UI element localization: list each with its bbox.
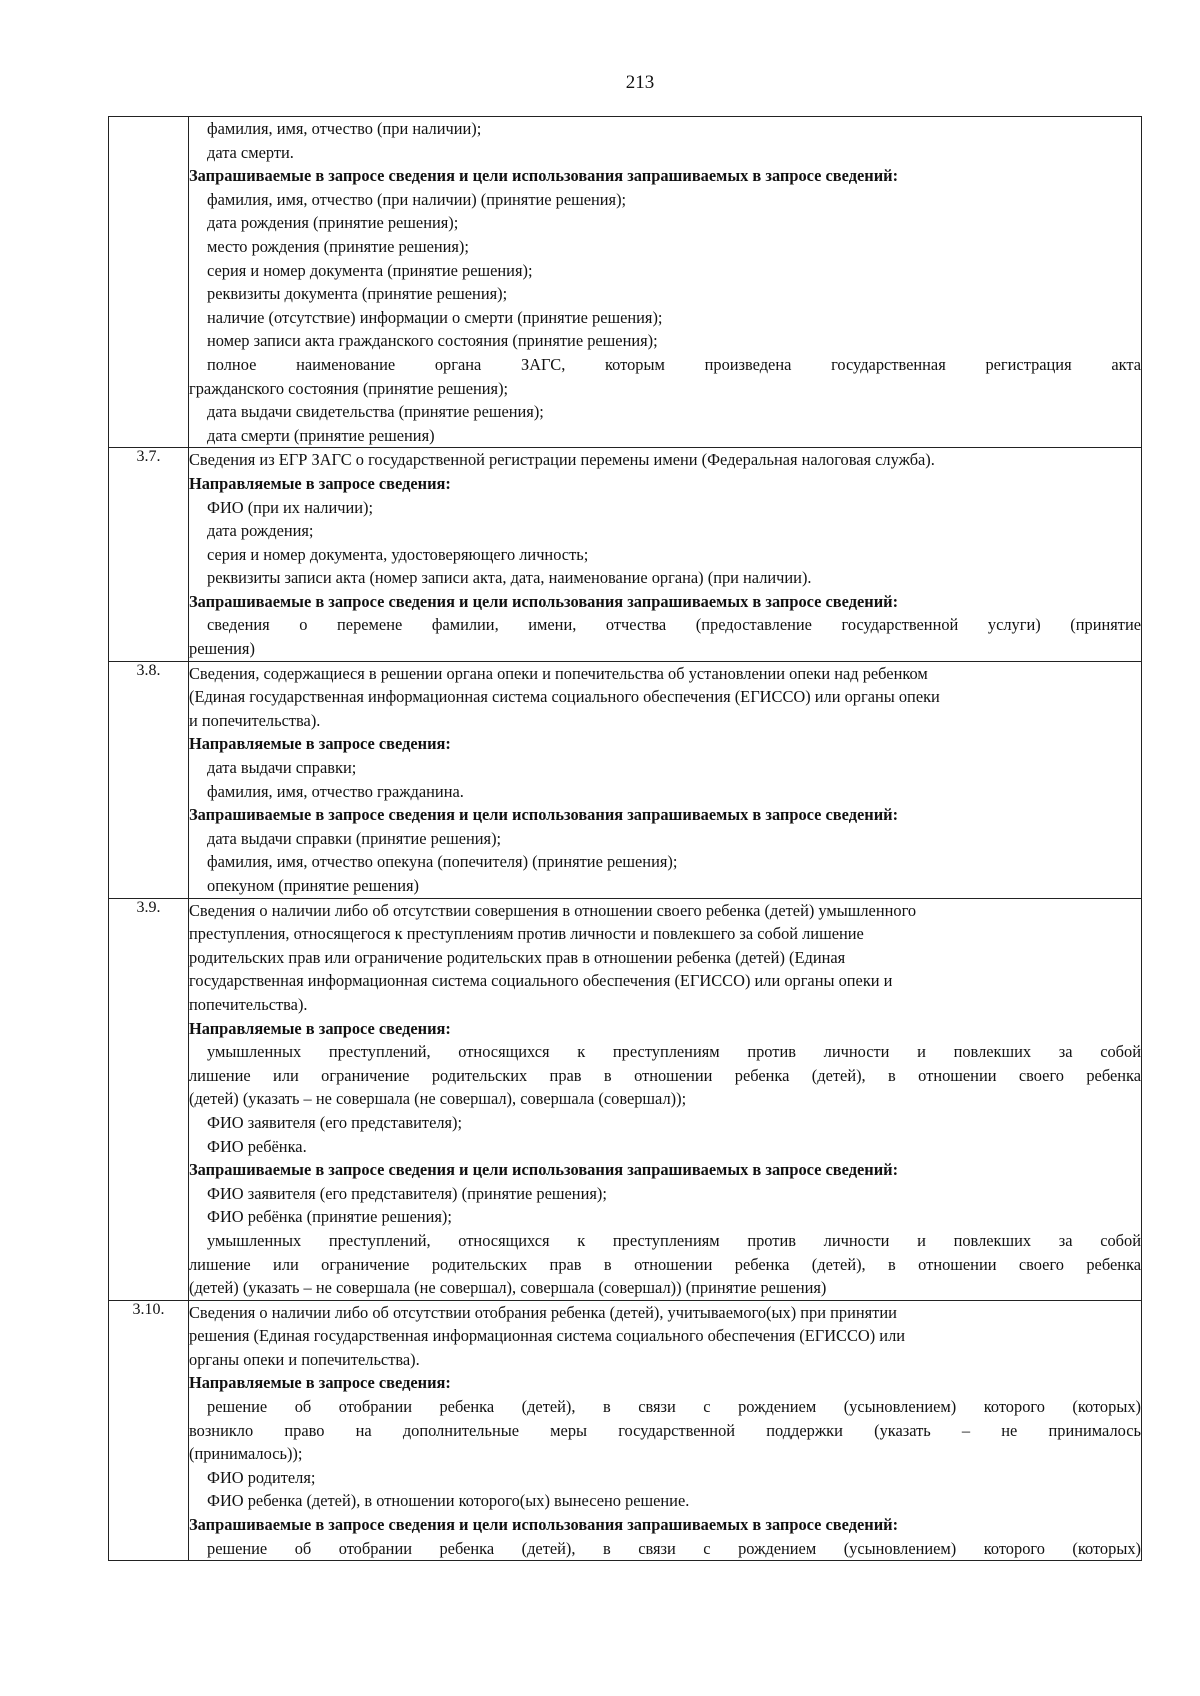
section-heading: Запрашиваемые в запросе сведения и цели использования запрашиваемых в запросе сведений: (189, 591, 899, 611)
text-line: реквизиты документа (принятие решения); (207, 284, 508, 304)
text-line: Сведения, содержащиеся в решении органа опеки и попечительства об установлении опеки над ребенком (189, 663, 928, 683)
text-line: дата смерти. (207, 142, 294, 162)
row-number-cell: 3.8. (109, 661, 189, 898)
text-line: фамилия, имя, отчество гражданина. (207, 781, 464, 801)
text-line: серия и номер документа, удостоверяющего личность; (207, 544, 589, 564)
text-line: дата выдачи справки (принятие решения); (207, 828, 502, 848)
text-line: Сведения из ЕГР ЗАГС о государственной регистрации перемены имени (Федеральная налоговая служба). (189, 450, 935, 470)
text-line: ФИО ребенка (детей), в отношении которого(ых) вынесено решение. (207, 1491, 690, 1511)
row-content-cell (189, 448, 1142, 661)
row-content-cell (189, 661, 1142, 898)
section-heading: Направляемые в запросе сведения: (189, 734, 451, 754)
text-line: номер записи акта гражданского состояния (принятие решения); (207, 331, 658, 351)
text-line: опекуном (принятие решения) (207, 876, 420, 895)
text-line: (принималось)); (189, 1444, 303, 1464)
text-line: ФИО ребёнка (принятие решения); (207, 1207, 452, 1227)
text-line: дата смерти (принятие решения) (207, 425, 435, 445)
text-line: (детей) (указать – не совершала (не совершал), совершала (совершал)); (189, 1089, 687, 1109)
text-line: фамилия, имя, отчество опекуна (попечителя) (принятие решения); (207, 852, 678, 872)
text-line: умышленных преступлений, относящихся к преступлениям против личности и повлекших за собой (207, 1230, 1141, 1250)
text-line: ФИО родителя; (207, 1467, 316, 1487)
text-line: дата рождения; (207, 521, 314, 541)
text-line: место рождения (принятие решения); (207, 236, 469, 256)
row-content-cell (189, 117, 1142, 448)
text-line: Сведения о наличии либо об отсутствии совершения в отношении своего ребенка (детей) умышленного (189, 900, 917, 920)
text-line: лишение или ограничение родительских прав в отношении ребенка (детей), в отношении своего ребенка (189, 1254, 1141, 1274)
page-number: 213 (625, 72, 655, 93)
text-line: (детей) (указать – не совершала (не совершал), совершала (совершал)) (принятие решения) (189, 1278, 827, 1298)
table-row (109, 448, 1142, 661)
text-line: родительских прав или ограничение родительских прав в отношении ребенка (детей) (Единая (189, 947, 846, 967)
section-heading: Направляемые в запросе сведения: (189, 473, 451, 493)
section-heading: Запрашиваемые в запросе сведения и цели использования запрашиваемых в запросе сведений: (189, 166, 899, 186)
text-line: возникло право на дополнительные меры государственной поддержки (указать – не принималось (189, 1420, 1141, 1440)
text-line: дата выдачи справки; (207, 758, 357, 778)
section-heading: Запрашиваемые в запросе сведения и цели использования запрашиваемых в запросе сведений: (189, 805, 899, 825)
text-line: лишение или ограничение родительских прав в отношении ребенка (детей), в отношении своего ребенка (189, 1065, 1141, 1085)
section-heading: Запрашиваемые в запросе сведения и цели использования запрашиваемых в запросе сведений: (189, 1160, 899, 1180)
text-line: ФИО заявителя (его представителя); (207, 1112, 463, 1132)
text-line: гражданского состояния (принятие решения); (189, 378, 509, 398)
text-line: ФИО заявителя (его представителя) (принятие решения); (207, 1183, 607, 1203)
text-line: дата рождения (принятие решения); (207, 213, 459, 233)
text-line: решение об отобрании ребенка (детей), в связи с рождением (усыновлением) которого (которых) (207, 1538, 1141, 1558)
table-row (109, 661, 1142, 898)
text-line: Сведения о наличии либо об отсутствии отобрания ребенка (детей), учитываемого(ых) при принятии (189, 1302, 897, 1322)
text-line: серия и номер документа (принятие решения); (207, 260, 533, 280)
text-line: (Единая государственная информационная система социального обеспечения (ЕГИССО) или органы опеки (189, 687, 940, 707)
row-number-cell: 3.9. (109, 898, 189, 1300)
text-line: преступления, относящегося к преступлениям против личности и повлекшего за собой лишение (189, 924, 864, 944)
row-number-cell (109, 117, 189, 448)
section-heading: Направляемые в запросе сведения: (189, 1373, 451, 1393)
text-line: дата выдачи свидетельства (принятие решения); (207, 402, 544, 422)
text-line: решение об отобрании ребенка (детей), в связи с рождением (усыновлением) которого (которых) (207, 1397, 1141, 1417)
requirements-table (108, 116, 1142, 1561)
row-number-cell: 3.7. (109, 448, 189, 661)
text-line: фамилия, имя, отчество (при наличии); (207, 119, 482, 138)
text-line: попечительства). (189, 994, 308, 1014)
text-line: решения) (189, 639, 255, 659)
text-line: фамилия, имя, отчество (при наличии) (принятие решения); (207, 189, 627, 209)
text-line: умышленных преступлений, относящихся к преступлениям против личности и повлекших за собой (207, 1042, 1141, 1062)
text-line: органы опеки и попечительства). (189, 1349, 420, 1369)
text-line: и попечительства). (189, 710, 321, 730)
section-heading: Направляемые в запросе сведения: (189, 1018, 451, 1038)
section-heading: Запрашиваемые в запросе сведения и цели использования запрашиваемых в запросе сведений: (189, 1515, 899, 1535)
text-line: сведения о перемене фамилии, имени, отчества (предоставление государственной услуги) (принятие (207, 615, 1141, 635)
text-line: ФИО ребёнка. (207, 1136, 307, 1156)
text-line: государственная информационная система социального обеспечения (ЕГИССО) или органы опеки и (189, 971, 893, 991)
text-line: реквизиты записи акта (номер записи акта, дата, наименование органа) (при наличии). (207, 568, 812, 588)
table-row (109, 117, 1142, 448)
table-row (109, 1300, 1142, 1561)
text-line: решения (Единая государственная информационная система социального обеспечения (ЕГИССО) или (189, 1326, 906, 1346)
text-line: ФИО (при их наличии); (207, 497, 374, 517)
row-number-cell: 3.10. (109, 1300, 189, 1561)
row-content-cell (189, 1300, 1142, 1561)
table-row (109, 898, 1142, 1300)
text-line: наличие (отсутствие) информации о смерти (принятие решения); (207, 307, 663, 327)
row-content-cell (189, 898, 1142, 1300)
text-line: полное наименование органа ЗАГС, которым произведена государственная регистрация акта (207, 354, 1141, 374)
